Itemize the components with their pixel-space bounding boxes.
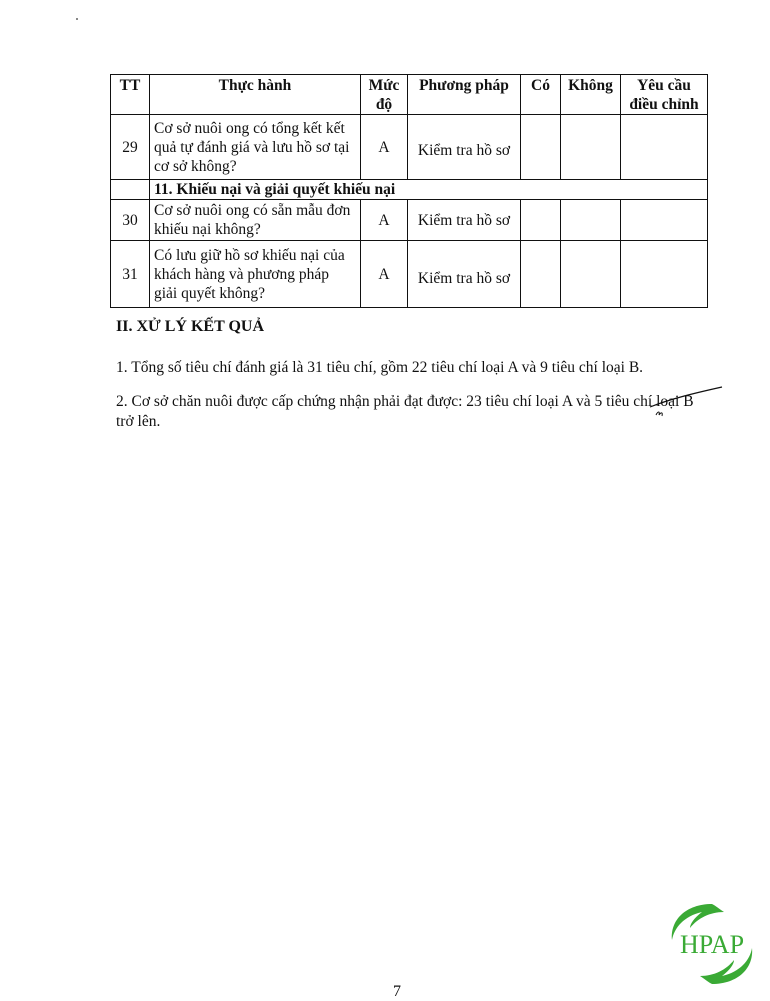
- row-practice: Cơ sở nuôi ong có tổng kết kết quả tự đánh giá và lưu hồ sơ tại cơ sở không?: [150, 115, 361, 180]
- page-number: 7: [393, 983, 401, 1000]
- logo-text: HPAP: [679, 930, 745, 959]
- header-yes: Có: [521, 75, 561, 115]
- row-number: 30: [111, 200, 150, 241]
- scan-dot: [76, 18, 78, 20]
- table-row: [111, 200, 708, 241]
- table-header-row: [111, 75, 708, 115]
- header-practice: Thực hành: [150, 75, 361, 115]
- cell-no: [561, 115, 621, 180]
- header-tt: TT: [111, 75, 150, 115]
- row-practice: Cơ sở nuôi ong có sẵn mẫu đơn khiếu nại không?: [150, 200, 361, 241]
- cell-yes: [521, 200, 561, 241]
- cell-no: [561, 200, 621, 241]
- header-level: Mức độ: [361, 75, 408, 115]
- section-title: 11. Khiếu nại và giải quyết khiếu nại: [150, 180, 708, 200]
- cell-no: [561, 241, 621, 308]
- section-row: [111, 180, 708, 200]
- cell-adjustment: [621, 115, 708, 180]
- row-practice: Có lưu giữ hồ sơ khiếu nại của khách hàng và phương pháp giải quyết không?: [150, 241, 361, 308]
- checklist-table: [110, 74, 708, 308]
- row-method: Kiểm tra hồ sơ: [408, 115, 521, 180]
- row-number: 31: [111, 241, 150, 308]
- header-no: Không: [561, 75, 621, 115]
- cell-adjustment: [621, 241, 708, 308]
- table-row: [111, 115, 708, 180]
- row-level: A: [361, 200, 408, 241]
- section-number-cell: [111, 180, 150, 200]
- signature-mark: [640, 385, 730, 425]
- cell-yes: [521, 115, 561, 180]
- hpap-logo: [664, 898, 760, 990]
- result-item-2: 2. Cơ sở chăn nuôi được cấp chứng nhận phải đạt được: 23 tiêu chí loại A và 5 tiêu chí loại B trở lên.: [116, 393, 694, 430]
- row-method: Kiểm tra hồ sơ: [408, 241, 521, 308]
- row-method: Kiểm tra hồ sơ: [408, 200, 521, 241]
- cell-adjustment: [621, 200, 708, 241]
- header-adjustment: Yêu cầu điều chỉnh: [621, 75, 708, 115]
- header-method: Phương pháp: [408, 75, 521, 115]
- results-heading: II. XỬ LÝ KẾT QUẢ: [116, 318, 265, 335]
- table-row: [111, 241, 708, 308]
- row-level: A: [361, 241, 408, 308]
- cell-yes: [521, 241, 561, 308]
- row-level: A: [361, 115, 408, 180]
- result-item-1: 1. Tổng số tiêu chí đánh giá là 31 tiêu chí, gồm 22 tiêu chí loại A và 9 tiêu chí loại B.: [116, 359, 644, 376]
- row-number: 29: [111, 115, 150, 180]
